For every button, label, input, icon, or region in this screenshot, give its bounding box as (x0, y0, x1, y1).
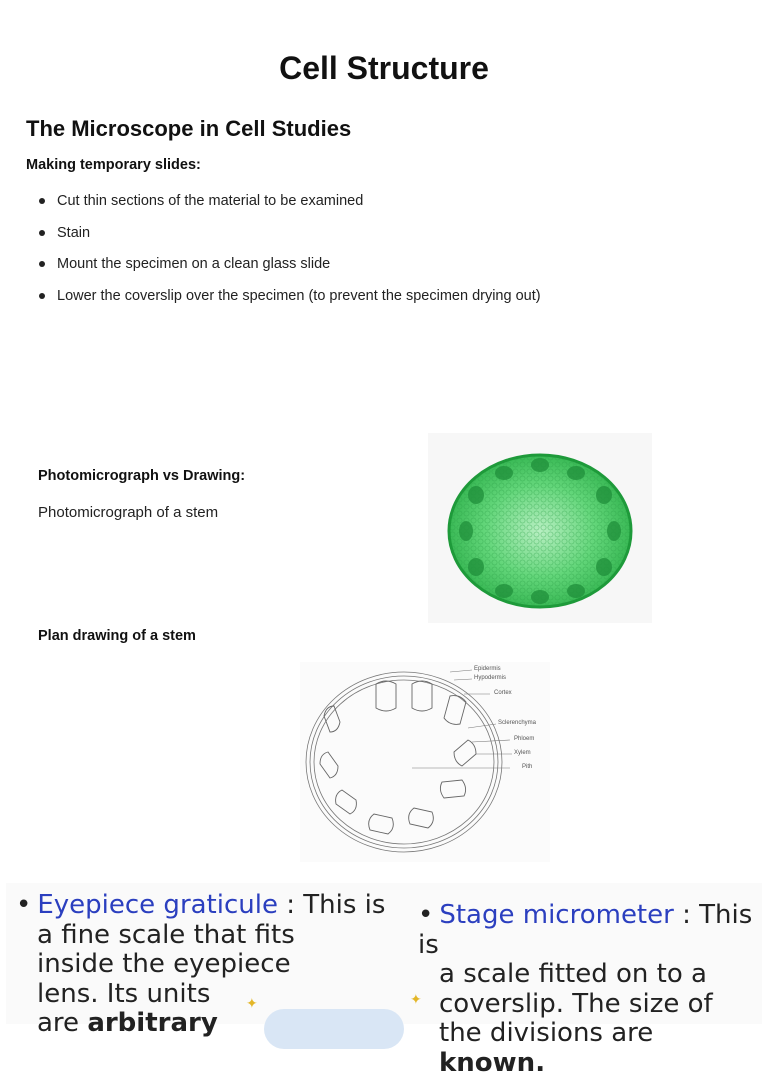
label-sclerenchyma: Sclerenchyma (498, 720, 537, 726)
photo-section-heading: Photomicrograph vs Drawing: (38, 468, 246, 484)
section-heading: The Microscope in Cell Studies (26, 116, 352, 141)
list-item: Stain (36, 222, 541, 254)
plan-section-heading: Plan drawing of a stem (38, 628, 196, 644)
graticule-term: Eyepiece graticule (37, 890, 278, 920)
star-icon: ✦ (410, 991, 422, 1007)
label-epidermis: Epidermis (474, 666, 501, 672)
list-item: Lower the coverslip over the specimen (to prevent the specimen drying out) (36, 285, 541, 317)
photo-caption: Photomicrograph of a stem (38, 504, 219, 521)
page-title: Cell Structure (279, 50, 489, 86)
label-pith: Pith (522, 764, 533, 770)
label-cortex: Cortex (494, 690, 512, 696)
star-icon: ✦ (246, 995, 258, 1011)
graticule-micrometer-notes (6, 883, 762, 1078)
temp-slides-list (36, 190, 541, 316)
decorative-badge (264, 1009, 404, 1049)
micrometer-term: Stage micrometer (439, 900, 674, 930)
temp-slides-heading: Making temporary slides: (26, 157, 201, 173)
micrometer-note: • Stage micrometer : This is a scale fitted on to a coverslip. The size of the divisions are known. (418, 900, 753, 1078)
graticule-note: • Eyepiece graticule : This is a fine scale that fits inside the eyepiece lens. Its units are arbitrary (16, 890, 386, 1038)
label-hypodermis: Hypodermis (474, 675, 507, 681)
list-item: Mount the specimen on a clean glass slide (36, 253, 541, 285)
stem-photomicrograph (428, 433, 652, 623)
stem-plan-drawing (300, 662, 550, 862)
label-xylem: Xylem (514, 750, 531, 756)
list-item: Cut thin sections of the material to be examined (36, 190, 541, 222)
label-phloem: Phloem (514, 736, 535, 742)
